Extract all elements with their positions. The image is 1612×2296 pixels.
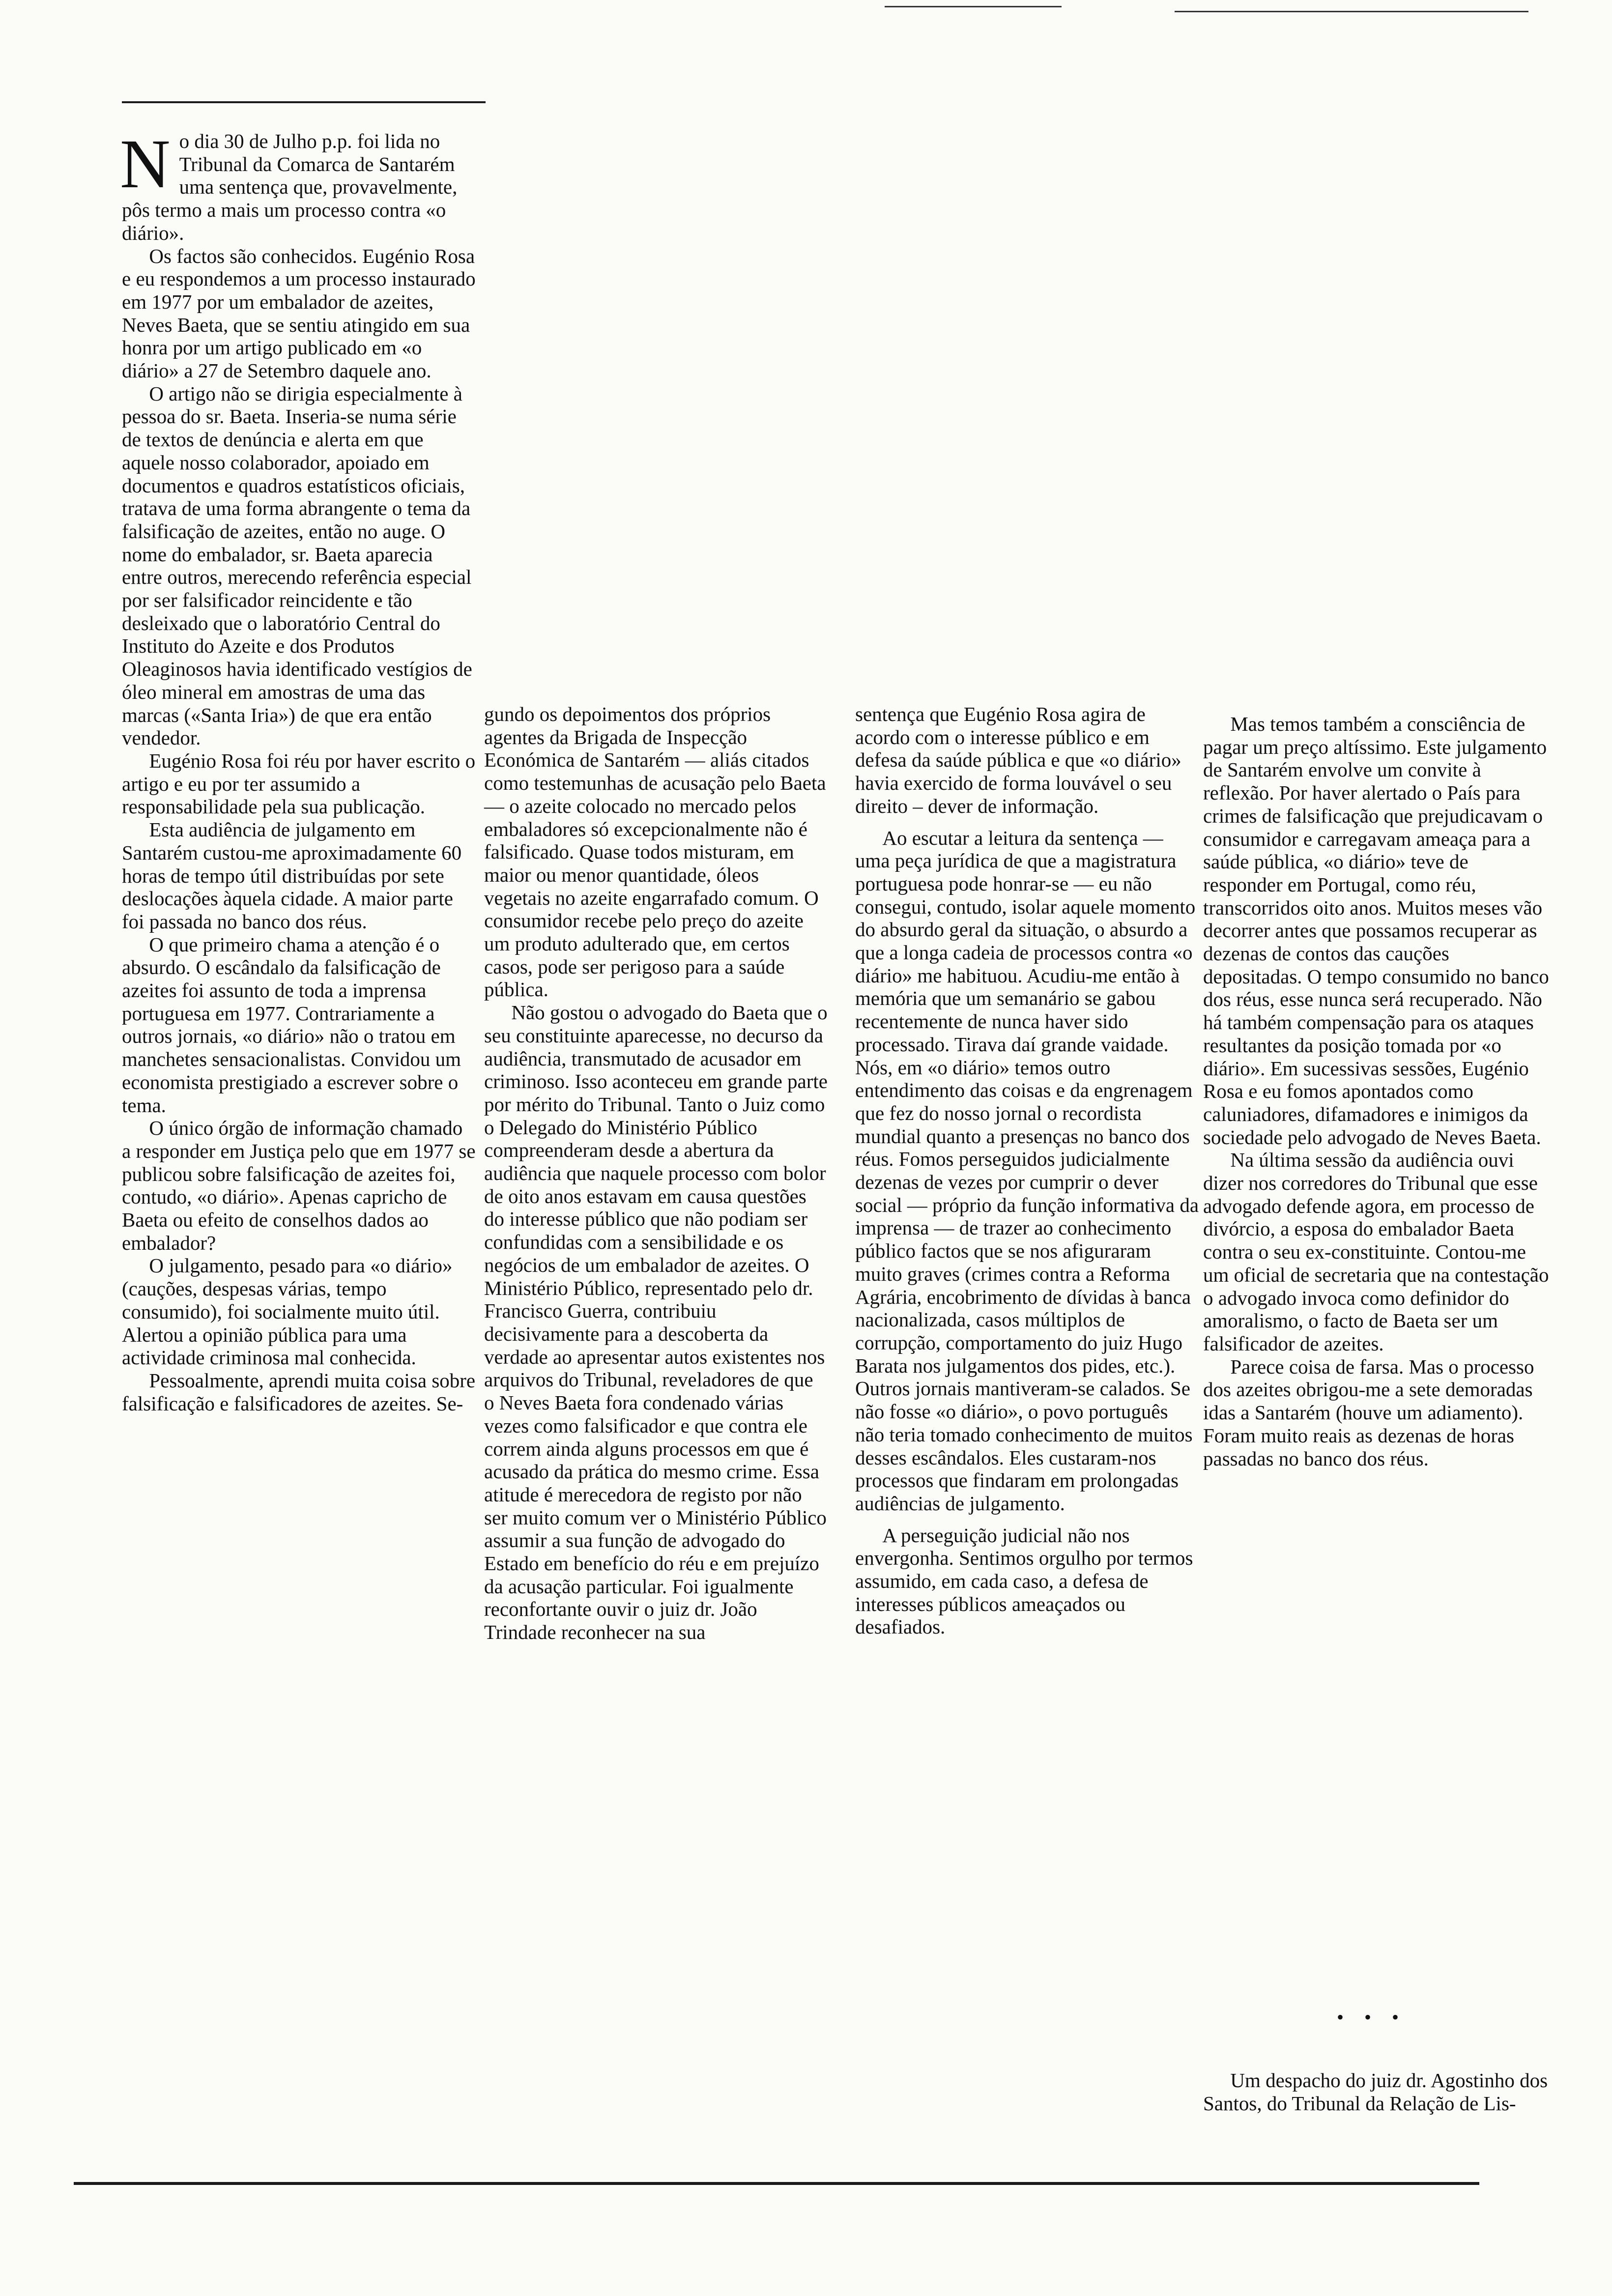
footer-rule [74, 2182, 1479, 2185]
drop-cap: N [120, 125, 171, 202]
article-paragraph: O único órgão de informação chamado a responder em Justiça pelo que em 1977 se publicou sobre falsificação de azeites foi, contudo, «o diário». Apenas capricho de Baeta ou efeito de conselhos dados ao embalador? [122, 1117, 476, 1254]
article-paragraph: Um despacho do juiz dr. Agostinho dos Santos, do Tribunal da Relação de Lis- [1203, 2069, 1548, 2115]
article-paragraph: Na última sessão da audiência ouvi dizer nos corredores do Tribunal que esse advogado defende agora, em processo de divórcio, a esposa do embalador Baeta contra o seu ex-constituinte. Contou-me um oficial de secretaria que na contestação o advogado invoca como definidor do amoralismo, o facto de Baeta ser um falsificador de azeites. [1203, 1148, 1549, 1355]
article-paragraph: Esta audiência de julgamento em Santarém custou-me aproximadamente 60 horas de tempo útil distribuídas por sete deslocações àquela cidade. A maior parte foi passada no banco dos réus. [122, 818, 462, 933]
article-paragraph: O artigo não se dirigia especialmente à pessoa do sr. Baeta. Inseria-se numa série de textos de denúncia e alerta em que aquele nosso colaborador, apoiado em documentos e quadros estatísticos oficiais, tratava de uma forma abrangente o tema da falsificação de azeites, então no auge. O nome do embalador, sr. Baeta aparecia entre outros, merecendo referência especial por ser falsificador reincidente e tão desleixado que o laboratório Central do Instituto do Azeite e dos Produtos Oleaginosos havia identificado vestígios de óleo mineral em amostras de uma das marcas («Santa Iria») de que era então vendedor. [122, 382, 472, 749]
top-edge-mark-1 [885, 6, 1062, 7]
article-paragraph: A perseguição judicial não nos envergonha. Sentimos orgulho por termos assumido, em cada caso, a defesa de interesses públicos ameaçados ou desafiados. [855, 1523, 1193, 1638]
article-paragraph: O que primeiro chama a atenção é o absurdo. O escândalo da falsificação de azeites foi assunto de toda a imprensa portuguesa em 1977. Contrariamente a outros jornais, «o diário» não o tratou em manchetes sensacionalistas. Convidou um economista prestigiado a escrever sobre o tema. [122, 933, 461, 1117]
article-paragraph: O julgamento, pesado para «o diário» (cauções, despesas várias, tempo consumido), foi socialmente muito útil. Alertou a opinião pública para uma actividade criminosa mal conhecida. [122, 1254, 453, 1369]
article-column-3 [855, 703, 1199, 1638]
article-paragraph: Ao escutar a leitura da sentença — uma peça jurídica de que a magistratura portuguesa pode honrar-se — eu não consegui, contudo, isolar aquele momento do absurdo geral da situação, o absurdo a que a longa cadeia de processos contra «o diário» me habituou. Acudiu-me então à memória que um semanário se gabou recentemente de nunca haver sido processado. Tirava daí grande vaidade. Nós, em «o diário» temos outro entendimento das coisas e da engrenagem que fez do nosso jornal o recordista mundial quanto a presenças no banco dos réus. Fomos perseguidos judicialmente dezenas de vezes por cumprir o dever social — próprio da função informativa da imprensa — de trazer ao conhecimento público factos que se nos afiguraram muito graves (crimes contra a Reforma Agrária, encobrimento de dívidas à banca nacionalizada, casos múltiplos de corrupção, comportamento do juiz Hugo Barata nos julgamentos dos pides, etc.). Outros jornais mantiveram-se calados. Se não fosse «o diário», o povo português não teria tomado conhecimento de muitos desses escândalos. Eles custaram-nos processos que findaram em prolongadas audiências de julgamento. [855, 826, 1199, 1515]
article-column-4-continuation [1203, 2069, 1552, 2115]
article-paragraph: No dia 30 de Julho p.p. foi lida no Tribunal da Comarca de Santarém uma sentença que, provavelmente, pôs termo a mais um processo contra «o diário». [120, 125, 458, 244]
section-separator: • • • [1337, 2006, 1407, 2028]
article-paragraph: sentença que Eugénio Rosa agira de acordo com o interesse público e em defesa da saúde pública e que «o diário» havia exercido de forma louvável o seu direito – dever de informação. [855, 703, 1181, 817]
article-paragraph: Eugénio Rosa foi réu por haver escrito o artigo e eu por ter assumido a responsabilidade pela sua publicação. [122, 749, 476, 818]
header-rule [122, 101, 486, 103]
article-paragraph: Mas temos também a consciência de pagar um preço altíssimo. Este julgamento de Santarém envolve um convite à reflexão. Por haver alertado o País para crimes de falsificação que prejudicavam o consumidor e carregavam ameaça para a saúde pública, «o diário» teve de responder em Portugal, como réu, transcorridos oito anos. Muitos meses vão decorrer antes que possamos recuperar as dezenas de contos das cauções depositadas. O tempo consumido no banco dos réus, esse nunca será recuperado. Não há também compensação para os ataques resultantes da posição tomada por «o diário». Em sucessivas sessões, Eugénio Rosa e eu fomos apontados como caluniadores, difamadores e inimigos da sociedade pelo advogado de Neves Baeta. [1203, 713, 1549, 1148]
article-paragraph: Não gostou o advogado do Baeta que o seu constituinte aparecesse, no decurso da audiência, transmutado de acusador em criminoso. Isso aconteceu em grande parte por mérito do Tribunal. Tanto o Juiz como o Delegado do Ministério Público compreenderam desde a abertura da audiência que naquele processo com bolor de oito anos estavam em causa questões do interesse público que não podiam ser confundidas com a sensibilidade e os negócios de um embalador de azeites. O Ministério Público, representado pelo dr. Francisco Guerra, contribuiu decisivamente para a descoberta da verdade ao apresentar autos existentes nos arquivos do Tribunal, reveladores de que o Neves Baeta fora condenado várias vezes como falsificador e que contra ele correm ainda alguns processos em que é acusado da prática do mesmo crime. Essa atitude é merecedora de registo por não ser muito comum ver o Ministério Público assumir a sua função de advogado do Estado em benefício do réu e em prejuízo da acusação particular. Foi igualmente reconfortante ouvir o juiz dr. João Trindade reconhecer na sua [484, 1001, 828, 1644]
top-edge-mark-2 [1175, 11, 1528, 12]
article-paragraph: gundo os depoimentos dos próprios agentes da Brigada de Inspecção Económica de Santarém — aliás citados como testemunhas de acusação pelo Baeta — o azeite colocado no mercado pelos embaladores só excepcionalmente não é falsificado. Quase todos misturam, em maior ou menor quantidade, óleos vegetais no azeite engarrafado comum. O consumidor recebe pelo preço do azeite um produto adulterado que, em certos casos, pode ser perigoso para a saúde pública. [484, 703, 826, 1001]
article-paragraph: Parece coisa de farsa. Mas o processo dos azeites obrigou-me a sete demoradas idas a Santarém (houve um adiamento). Foram muito reais as dezenas de horas passadas no banco dos réus. [1203, 1355, 1534, 1470]
article-column-1 [120, 125, 476, 1415]
article-column-4 [1203, 713, 1552, 1470]
article-paragraph: Os factos são conhecidos. Eugénio Rosa e eu respondemos a um processo instaurado em 1977 por um embalador de azeites, Neves Baeta, que se sentiu atingido em sua honra por um artigo publicado em «o diário» a 27 de Setembro daquele ano. [122, 244, 476, 382]
article-paragraph: Pessoalmente, aprendi muita coisa sobre falsificação e falsificadores de azeites. Se- [122, 1369, 476, 1415]
article-column-2 [484, 703, 828, 1644]
